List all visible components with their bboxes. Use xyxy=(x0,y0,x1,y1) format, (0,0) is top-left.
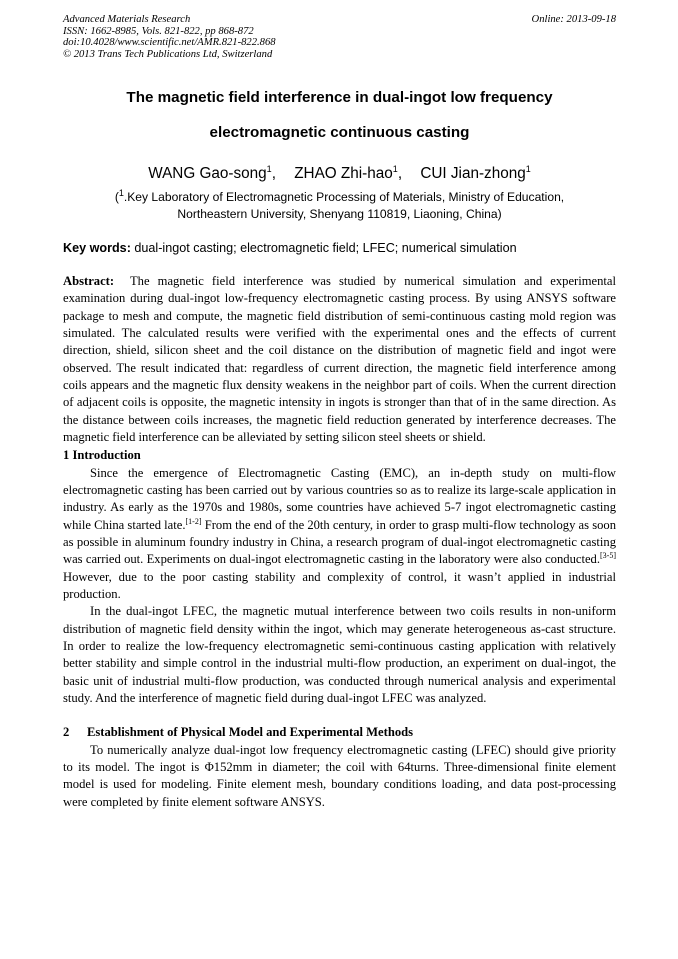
intro-paragraph-2: In the dual-ingot LFEC, the magnetic mutual interference between two coils results in non-uniform distribution of magnetic field density within the ingot, which may generate heterogeneous as-cast structure. In order to realize the low-frequency electromagnetic semi-continuous casting application with relatively better stability and simple control in the industrial multi-flow production, an experiment on dual-ingot, the basic unit of industrial multi-flow production, was conducted through numerical analysis and experimental study. And the interference of magnetic field during dual-ingot LFEC was analyzed. xyxy=(63,604,616,706)
affiliation-mark: 1 xyxy=(392,163,398,174)
title-line-2: electromagnetic continuous casting xyxy=(209,123,470,141)
author: WANG Gao-song$^1$, xyxy=(148,163,276,182)
keywords-text: dual-ingot casting; electromagnetic field; LFEC; numerical simulation xyxy=(130,240,517,255)
citation[interactable]: [1-2] xyxy=(185,516,202,526)
abstract-text: The magnetic field interference was studied by numerical simulation and experimental examination during dual-ingot low-frequency electromagnetic casting process. By using ANSYS software package to mesh and compute, the magnetic field distribution of semi-continuous casting mold region was simulated. The calculated results were verified with the experimental ones and the effects of current direction, shield, silicon sheet and the coil distance on the distribution of magnetic field and ingot were observed. The result indicated that: regardless of current direction, the magnetic field interference among coils appears and the magnetic flux density weakens in the neighbor part of coils. When the current direction of adjacent coils is opposite, the magnetic intensity in ingots is stronger than that of in the same direction. As the distance between coils increases, the magnetic field reduction generated by interference decreases. The magnetic field interference can be alleviated by setting silicon steel sheets or shield. xyxy=(63,273,617,444)
citation[interactable]: [3-5] xyxy=(600,551,616,561)
affiliation-line-2: Northeastern University, Shenyang 110819, Liaoning, China) xyxy=(177,206,502,221)
section-heading-introduction: 1 Introduction xyxy=(63,448,141,463)
paper-title xyxy=(59,80,620,150)
title-line-1: The magnetic field interference in dual-ingot low frequency xyxy=(126,88,553,106)
online-date: Online: 2013-09-18 xyxy=(531,14,616,25)
affiliation-mark: 1 xyxy=(525,163,531,174)
intro-paragraph-1: Since the emergence of Electromagnetic Casting (EMC), an in-depth study on multi-flow electromagnetic casting has been carried out by various countries so as to realize its large-scale application in industry. As early as the 1970s and 1980s, some countries have achieved 5-7 ingot electromagnetic casting while China started late.[1-2] From the end of the 20th century, in order to grasp multi-flow technology as soon as possible in aluminum foundry industry in China, a research program of dual-ingot electromagnetic casting was carried out. Experiments on dual-ingot electromagnetic casting in the laboratory were also conducted.[3-5] However, due to the poor casting stability and complexity of control, it wasn’t applied in industrial production. xyxy=(63,465,617,601)
doi-line: doi:10.4028/www.scientific.net/AMR.821-822.868 xyxy=(63,37,276,49)
issn-line: ISSN: 1662-8985, Vols. 821-822, pp 868-872 xyxy=(63,25,254,37)
keywords xyxy=(63,239,616,257)
paper-page xyxy=(63,14,616,811)
author-list xyxy=(63,164,616,184)
affiliation-mark: 1 xyxy=(266,163,272,174)
section-number: 2 xyxy=(63,725,70,740)
section-heading-methods: 2 Establishment of Physical Model and Experimental Methods xyxy=(63,724,616,741)
methods-paragraph-1: To numerically analyze dual-ingot low frequency electromagnetic casting (LFEC) should give priority to its model. The ingot is Φ152mm in diameter; the coil with 64turns. Three-dimensional finite element model is used for modeling. Finite element mesh, boundary conditions loading, and data post-processing were completed by finite element software ANSYS. xyxy=(63,742,616,809)
keywords-label: Key words: xyxy=(63,240,131,255)
affiliation xyxy=(57,189,622,223)
affiliation-line-1: ($^1$.Key Laboratory of Electromagnetic Processing of Materials, Ministry of Education, xyxy=(114,187,565,204)
copyright-line: © 2013 Trans Tech Publications Ltd, Switzerland xyxy=(63,49,273,61)
journal-header xyxy=(63,14,616,61)
author: CUI Jian-zhong$^1$ xyxy=(420,163,531,182)
abstract-label: Abstract: xyxy=(63,273,115,288)
abstract xyxy=(63,273,616,446)
author: ZHAO Zhi-hao$^1$, xyxy=(294,163,403,182)
journal-name: Advanced Materials Research xyxy=(63,14,191,25)
